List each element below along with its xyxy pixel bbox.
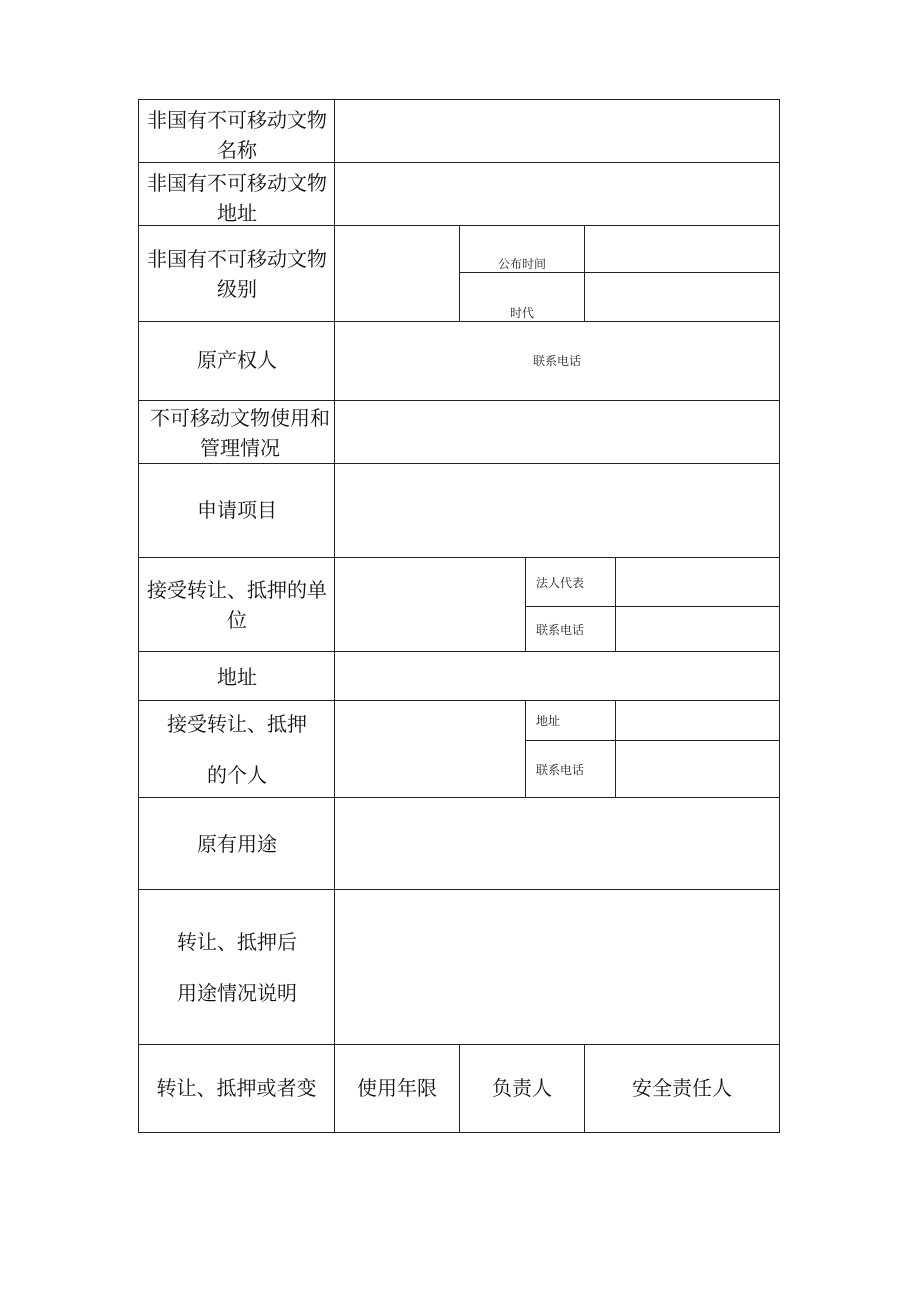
legal-rep-label: 法人代表 <box>536 576 585 590</box>
person-in-charge-label: 负责人 <box>492 1076 552 1100</box>
person-address-label: 地址 <box>536 714 561 728</box>
receiving-person-label-line1: 接受转让、抵押 <box>167 712 307 736</box>
heritage-name-label: 非国有不可移动文物名称 <box>147 108 327 162</box>
post-use-field[interactable] <box>335 890 779 1044</box>
row-divider <box>139 321 779 322</box>
owner-contact-phone-label: 联系电话 <box>532 354 581 368</box>
column-divider <box>525 700 526 797</box>
receiving-unit-label: 接受转让、抵押的单位 <box>147 578 327 632</box>
original-owner-label: 原产权人 <box>197 348 277 372</box>
receiving-person-label-line2: 的个人 <box>207 763 267 787</box>
heritage-level-label: 非国有不可移动文物级别 <box>147 247 327 301</box>
usage-management-field[interactable] <box>335 401 779 463</box>
person-contact-phone-label: 联系电话 <box>536 763 585 777</box>
application-item-field[interactable] <box>335 464 779 557</box>
receiving-person-field[interactable] <box>335 701 525 797</box>
unit-address-label: 地址 <box>217 665 257 689</box>
usage-management-label: 不可移动文物使用和管理情况 <box>150 406 330 460</box>
announce-time-field[interactable] <box>585 226 779 272</box>
heritage-address-label: 非国有不可移动文物地址 <box>147 171 327 225</box>
legal-rep-field[interactable] <box>616 558 779 606</box>
era-label: 时代 <box>509 306 534 320</box>
unit-contact-phone-field[interactable] <box>616 607 779 651</box>
usage-period-label: 使用年限 <box>357 1076 437 1100</box>
heritage-name-field[interactable] <box>335 100 779 162</box>
post-use-label-line2: 用途情况说明 <box>177 981 297 1005</box>
column-divider <box>525 557 526 651</box>
application-item-label: 申请项目 <box>197 498 277 522</box>
heritage-level-field[interactable] <box>335 226 459 321</box>
receiving-unit-field[interactable] <box>335 558 525 651</box>
application-form-table <box>138 99 780 1133</box>
safety-officer-label: 安全责任人 <box>632 1076 732 1100</box>
announce-time-label: 公布时间 <box>497 257 546 271</box>
unit-address-field[interactable] <box>335 652 779 700</box>
person-contact-phone-field[interactable] <box>616 741 779 797</box>
post-use-label-line1: 转让、抵押后 <box>177 930 297 954</box>
change-label: 转让、抵押或者变 <box>156 1076 317 1100</box>
era-field[interactable] <box>585 273 779 321</box>
original-use-label: 原有用途 <box>197 832 277 856</box>
original-use-field[interactable] <box>335 798 779 889</box>
unit-contact-phone-label: 联系电话 <box>536 623 585 637</box>
person-address-field[interactable] <box>616 701 779 740</box>
heritage-address-field[interactable] <box>335 163 779 225</box>
